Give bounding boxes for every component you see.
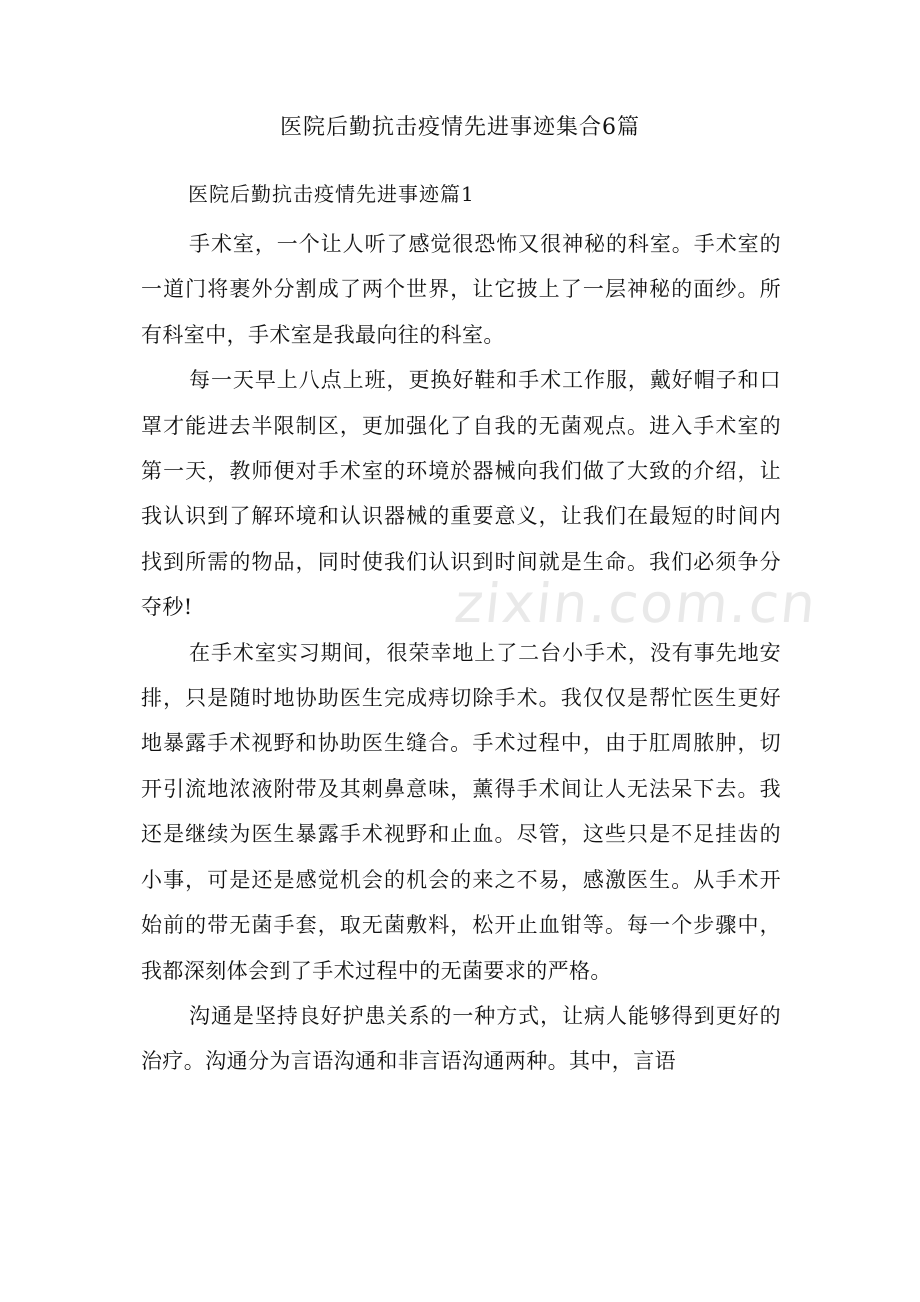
paragraph: 沟通是坚持良好护患关系的一种方式，让病人能够得到更好的治疗。沟通分为言语沟通和非言语沟通两种。其中，言语 xyxy=(141,1003,781,1074)
paragraph: 在手术室实习期间，很荣幸地上了二台小手术，没有事先地安排，只是随时地协助医生完成痔切除手术。我仅仅是帮忙医生更好地暴露手术视野和协助医生缝合。手术过程中，由于肛周脓肿，切开引流地浓液附带及其刺鼻意味，薰得手术间让人无法呆下去。我还是继续为医生暴露手术视野和止血。尽管，这些只是不足挂齿的小事，可是还是感觉机会的机会的来之不易，感激医生。从手术开始前的带无菌手套，取无菌敷料，松开止血钳等。每一个步骤中，我都深刻体会到了手术过程中的无菌要求的严格。 xyxy=(141,640,781,983)
section-heading: 医院后勤抗击疫情先进事迹篇1 xyxy=(188,182,475,206)
body-text xyxy=(141,222,781,1085)
document-title: 医院后勤抗击疫情先进事迹集合6篇 xyxy=(280,115,640,140)
watermark: zixin.com.cn xyxy=(451,572,821,635)
paragraph: 每一天早上八点上班，更换好鞋和手术工作服，戴好帽子和口罩才能进去半限制区，更加强化了自我的无菌观点。进入手术室的第一天，教师便对手术室的环境於器械向我们做了大致的介绍，让我认识到了解环境和认识器械的重要意义，让我们在最短的时间内找到所需的物品，同时使我们认识到时间就是生命。我们必须争分夺秒! xyxy=(141,368,781,620)
paragraph: 手术室，一个让人听了感觉很恐怖又很神秘的科室。手术室的一道门将裹外分割成了两个世界，让它披上了一层神秘的面纱。所有科室中，手术室是我最向往的科室。 xyxy=(141,232,781,347)
